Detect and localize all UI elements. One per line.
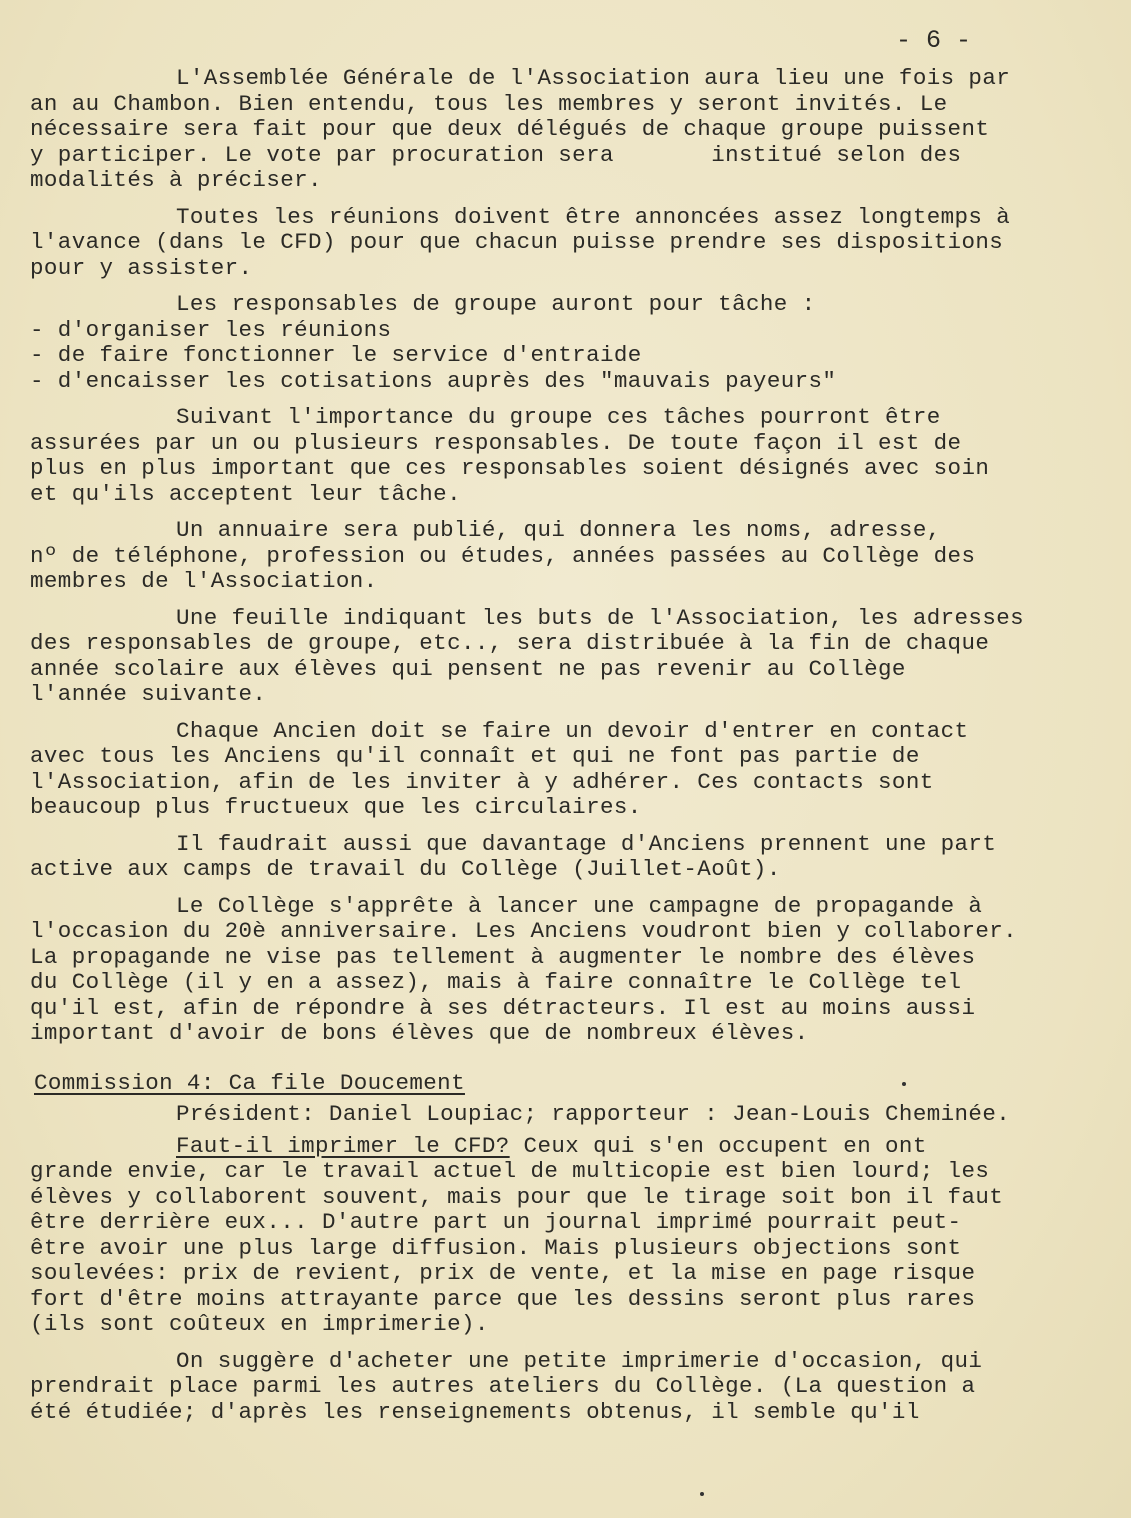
underlined-question: Faut-il imprimer le CFD? <box>176 1132 510 1159</box>
text-line: prendrait place parmi les autres ateliers du Collège. (La question a <box>30 1373 976 1399</box>
text-line: membres de l'Association. <box>30 568 378 594</box>
text-line: Suivant l'importance du groupe ces tâches pourront être <box>176 404 941 430</box>
text-line: grande envie, car le travail actuel de multicopie est bien lourd; les <box>30 1158 990 1184</box>
text-line: année scolaire aux élèves qui pensent ne pas revenir au Collège <box>30 655 906 682</box>
text-fragment: Ceux qui s'en occupent en ont <box>509 1132 927 1159</box>
paragraph-camps <box>30 832 1110 883</box>
paragraph-taches <box>30 405 1110 507</box>
text-line: nécessaire sera fait pour que deux délégués de chaque groupe puissent <box>30 116 990 142</box>
paragraph-cfd <box>30 1134 1110 1338</box>
text-line: élèves y collaborent souvent, mais pour que le tirage soit bon il faut <box>30 1183 1004 1210</box>
text-line: être avoir une plus large diffusion. Mais plusieurs objections sont <box>30 1234 962 1261</box>
text-line: important d'avoir de bons élèves que de nombreux élèves. <box>30 1020 809 1046</box>
text-line: des responsables de groupe, etc.., sera distribuée à la fin de chaque <box>30 630 990 656</box>
text-line: l'occasion du 20è anniversaire. Les Anciens voudront bien y collaborer. <box>30 918 1018 944</box>
text-line: Toutes les réunions doivent être annoncées assez longtemps à <box>176 203 1011 230</box>
text-line: On suggère d'acheter une petite imprimerie d'occasion, qui <box>176 1347 983 1374</box>
text-line: du Collège (il y en a assez), mais à faire connaître le Collège tel <box>30 969 962 995</box>
text-line: fort d'être moins attrayante parce que les dessins seront plus rares <box>30 1285 976 1312</box>
text-line: l'avance (dans le CFD) pour que chacun puisse prendre ses dispositions <box>30 229 1004 255</box>
text-line: assurées par un ou plusieurs responsables. De toute façon il est de <box>30 429 962 456</box>
text-line: qu'il est, afin de répondre à ses détracteurs. Il est au moins aussi <box>30 994 976 1021</box>
paragraph-assemblee <box>30 66 1110 194</box>
document-body <box>30 66 1110 1436</box>
text-line: soulevées: prix de revient, prix de vente, et la mise en page risque <box>30 1260 976 1286</box>
text-line: plus en plus important que ces responsables soient désignés avec soin <box>30 455 990 481</box>
president-line <box>30 1102 1110 1128</box>
text-line: avec tous les Anciens qu'il connaît et qui ne font pas partie de <box>30 743 920 769</box>
paragraph-feuille <box>30 606 1110 708</box>
text-line: modalités à préciser. <box>30 167 322 193</box>
text-line: Il faudrait aussi que davantage d'Anciens prennent une part <box>176 830 997 857</box>
page-number: - 6 - <box>896 26 972 55</box>
text-line: (ils sont coûteux en imprimerie). <box>30 1311 489 1337</box>
text-line: pour y assister. <box>30 254 253 281</box>
text-line: été étudiée; d'après les renseignements obtenus, il semble qu'il <box>30 1398 920 1425</box>
text-line: Les responsables de groupe auront pour tâche : <box>176 291 816 317</box>
text-line: La propagande ne vise pas tellement à augmenter le nombre des élèves <box>30 943 976 970</box>
list-item: - d'organiser les réunions <box>30 316 392 343</box>
text-line: être derrière eux... D'autre part un journal imprimé pourrait peut- <box>30 1209 962 1235</box>
text-line: active aux camps de travail du Collège (Juillet-Août). <box>30 856 781 882</box>
text-line: Le Collège s'apprête à lancer une campagne de propagande à <box>176 892 983 919</box>
ink-speck <box>902 1082 906 1086</box>
list-item: - de faire fonctionner le service d'entraide <box>30 342 642 368</box>
text-line: L'Assemblée Générale de l'Association aura lieu une fois par <box>176 65 1011 91</box>
text-line: l'année suivante. <box>30 681 267 707</box>
text-line <box>30 1134 1110 1160</box>
text-line: Un annuaire sera publié, qui donnera les noms, adresse, <box>176 517 941 543</box>
ink-speck <box>700 1492 704 1496</box>
text-line: Une feuille indiquant les buts de l'Association, les adresses <box>176 604 1025 631</box>
list-item: - d'encaisser les cotisations auprès des "mauvais payeurs" <box>30 367 837 394</box>
paragraph-contact <box>30 719 1110 821</box>
paragraph-responsables <box>30 292 1110 318</box>
text-line: an au Chambon. Bien entendu, tous les membres y seront invités. Le <box>30 90 948 117</box>
task-list <box>30 318 1110 395</box>
paragraph-imprimerie <box>30 1349 1110 1426</box>
text-line: l'Association, afin de les inviter à y adhérer. Ces contacts sont <box>30 768 934 795</box>
text-line: y participer. Le vote par procuration sera institué selon des <box>30 141 962 168</box>
text-line: et qu'ils acceptent leur tâche. <box>30 480 461 507</box>
text-line: Président: Daniel Loupiac; rapporteur : Jean-Louis Cheminée. <box>176 1101 1011 1127</box>
section-heading: Commission 4: Ca file Doucement <box>34 1069 465 1096</box>
paragraph-reunions <box>30 205 1110 282</box>
text-line: nº de téléphone, profession ou études, années passées au Collège des <box>30 542 976 569</box>
paragraph-propagande <box>30 894 1110 1047</box>
text-line: Chaque Ancien doit se faire un devoir d'entrer en contact <box>176 717 969 744</box>
text-line: beaucoup plus fructueux que les circulaires. <box>30 794 642 820</box>
paragraph-annuaire <box>30 518 1110 595</box>
